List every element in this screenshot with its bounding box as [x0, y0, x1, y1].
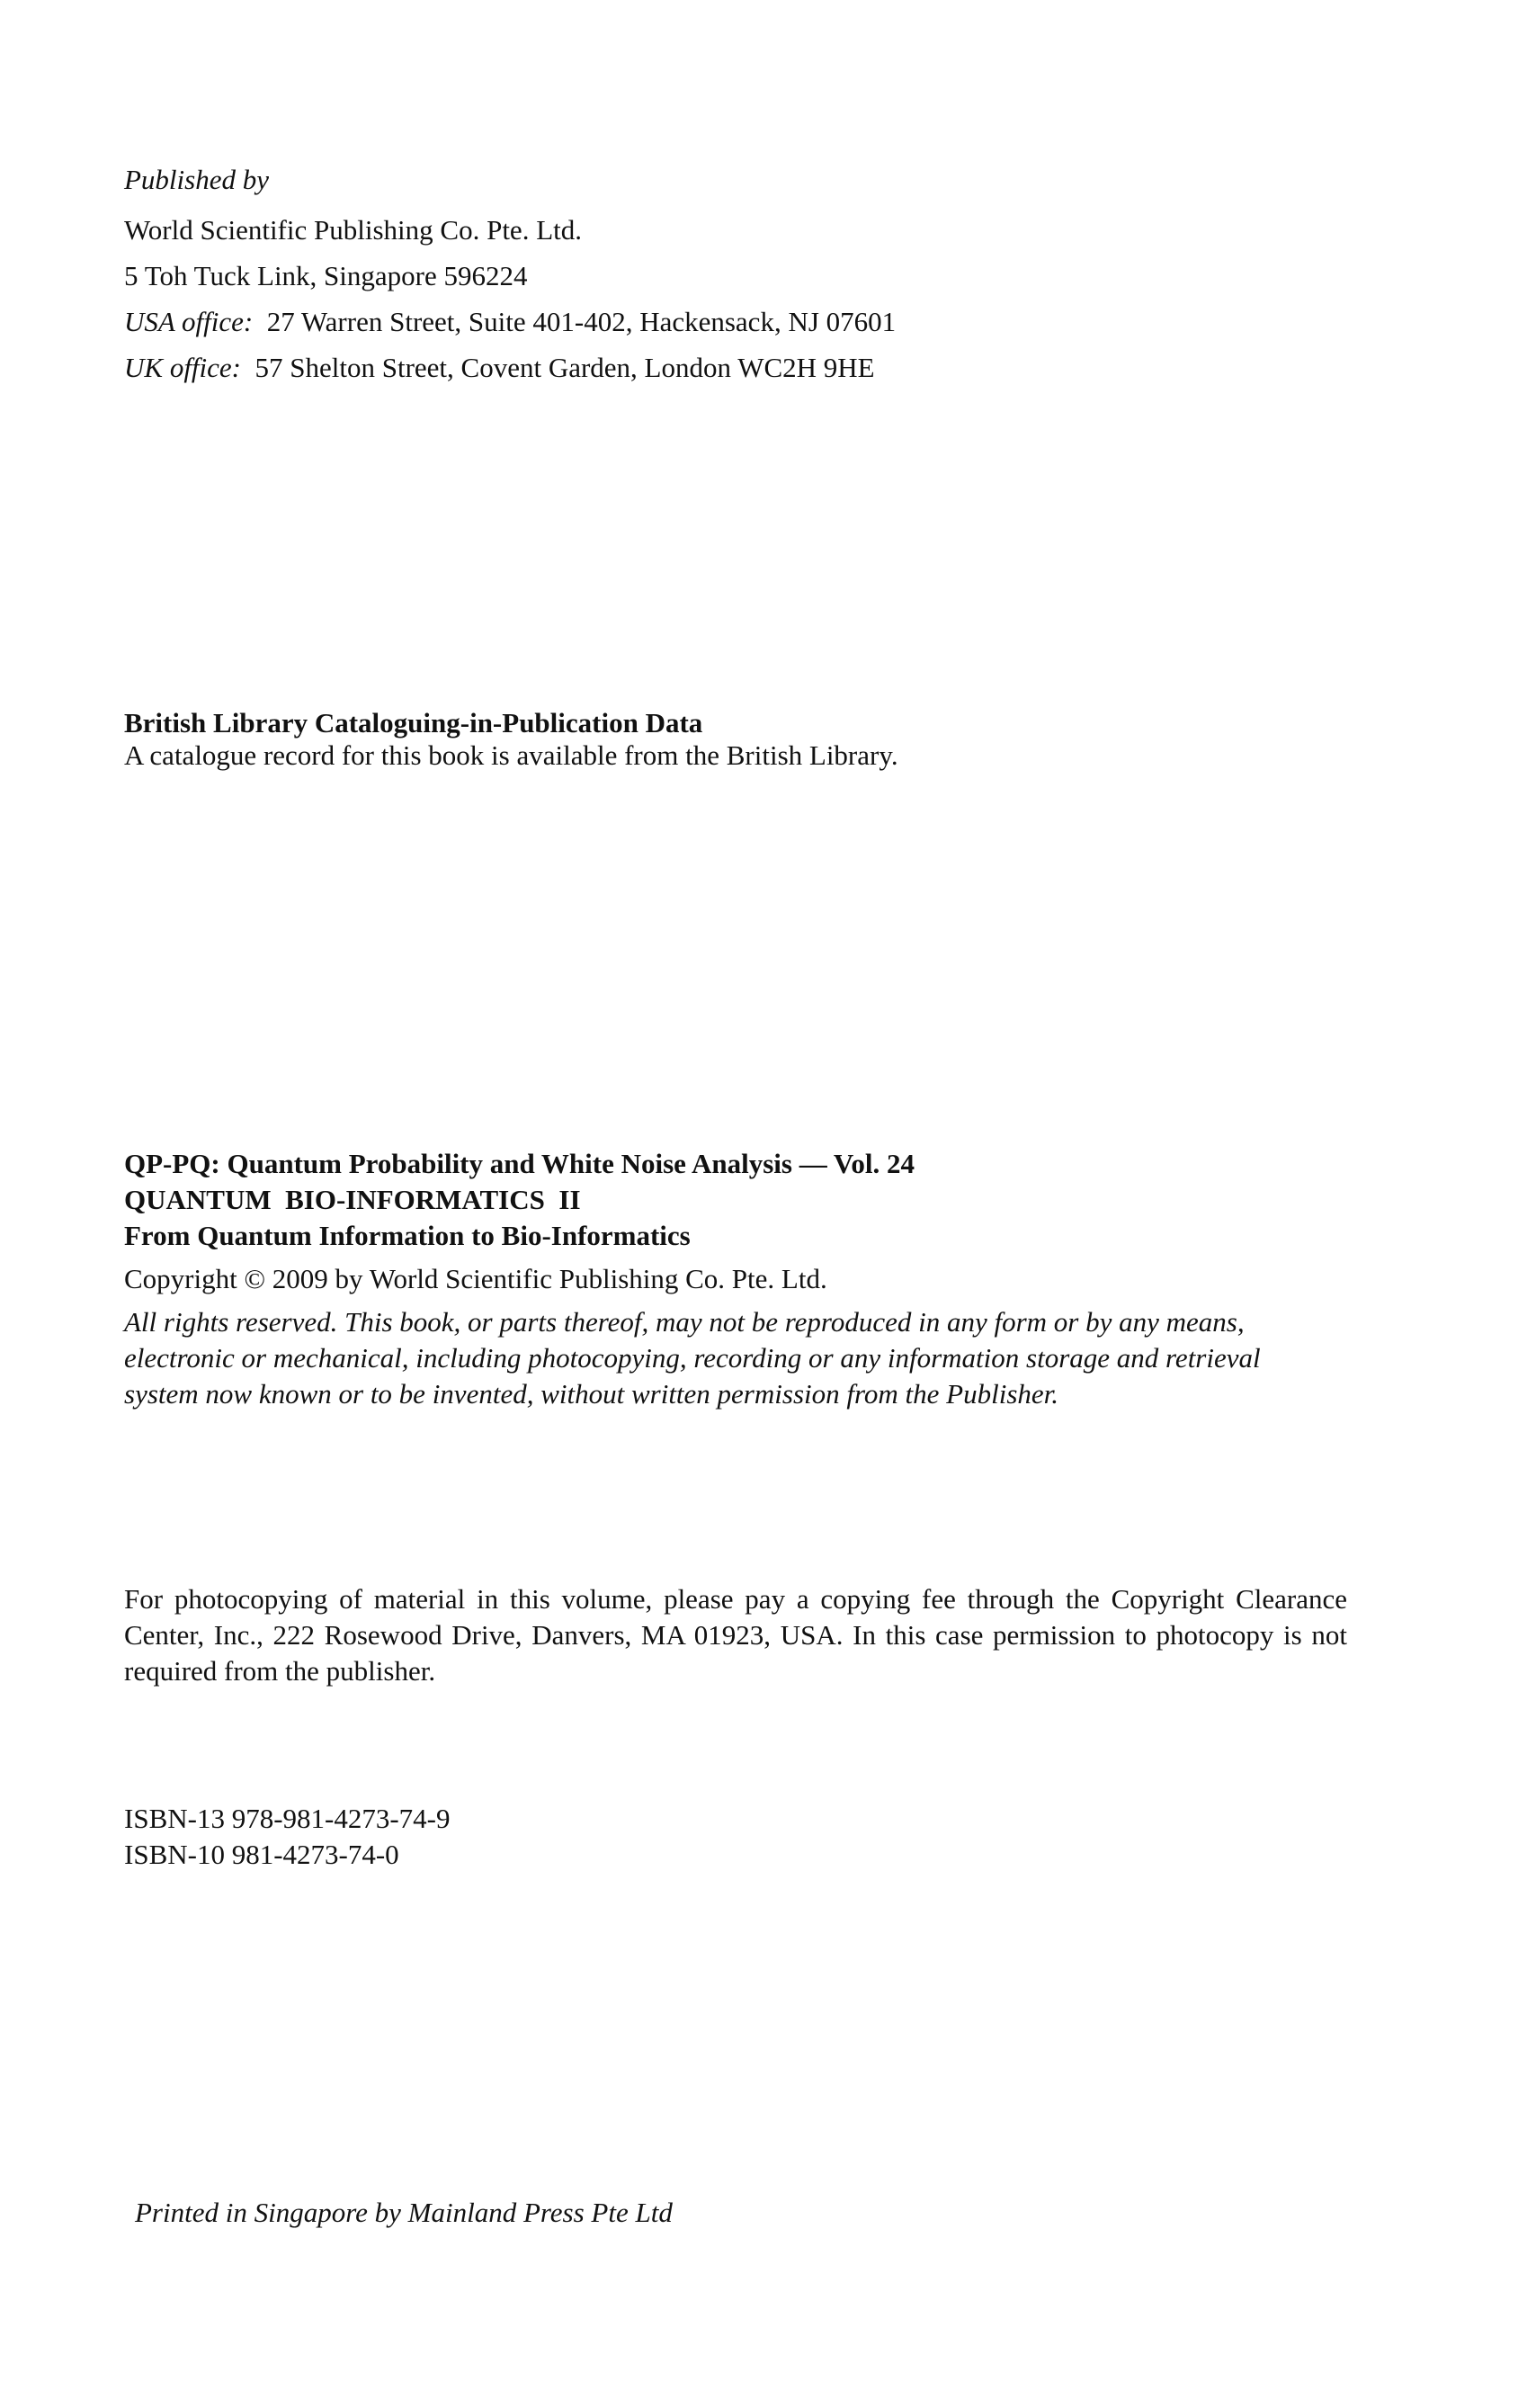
copyright-notice: Copyright © 2009 by World Scientific Publishing Co. Pte. Ltd. [124, 1263, 827, 1294]
photocopy-notice: For photocopying of material in this volume, please pay a copying fee through the Copyright Clearance Center, Inc., 222 Rosewood Drive, Danvers, MA 01923, USA. In this case permission to photocopy is not required from the publisher. [124, 1583, 1347, 1687]
series-title: QP-PQ: Quantum Probability and White Noise Analysis — Vol. 24 [124, 1148, 915, 1179]
published-by-label: Published by [124, 164, 269, 195]
publisher-block [124, 164, 1347, 398]
uk-office-address: 57 Shelton Street, Covent Garden, London WC2H 9HE [254, 352, 875, 383]
book-title: QUANTUM BIO-INFORMATICS II [124, 1184, 581, 1215]
rights-line: All rights reserved. This book, or parts thereof, may not be reproduced in any form or by any means, [124, 1306, 1245, 1338]
isbn-block [124, 1801, 1347, 1873]
cip-block [124, 707, 1347, 772]
photocopy-block [124, 1581, 1347, 1689]
uk-office-label: UK office: [124, 352, 241, 383]
rights-line: electronic or mechanical, including photocopying, recording or any information storage and retrieval [124, 1342, 1261, 1374]
printed-in-notice: Printed in Singapore by Mainland Press Pte Ltd [135, 2197, 673, 2228]
isbn-13: ISBN-13 978-981-4273-74-9 [124, 1803, 451, 1834]
cip-heading: British Library Cataloguing-in-Publication Data [124, 707, 703, 739]
usa-office-address: 27 Warren Street, Suite 401-402, Hackensack, NJ 07601 [266, 306, 897, 337]
cip-text: A catalogue record for this book is available from the British Library. [124, 739, 898, 771]
usa-office-line [124, 306, 1347, 338]
publisher-address: 5 Toh Tuck Link, Singapore 596224 [124, 260, 528, 291]
rights-statement [124, 1304, 1347, 1412]
publisher-name: World Scientific Publishing Co. Pte. Ltd. [124, 214, 582, 246]
printed-block [135, 2197, 1358, 2229]
isbn-10: ISBN-10 981-4273-74-0 [124, 1839, 399, 1870]
title-block [124, 1146, 1347, 1412]
usa-office-label: USA office: [124, 306, 254, 337]
uk-office-line [124, 352, 1347, 384]
rights-line: system now known or to be invented, without written permission from the Publisher. [124, 1378, 1059, 1410]
book-subtitle: From Quantum Information to Bio-Informatics [124, 1220, 691, 1251]
